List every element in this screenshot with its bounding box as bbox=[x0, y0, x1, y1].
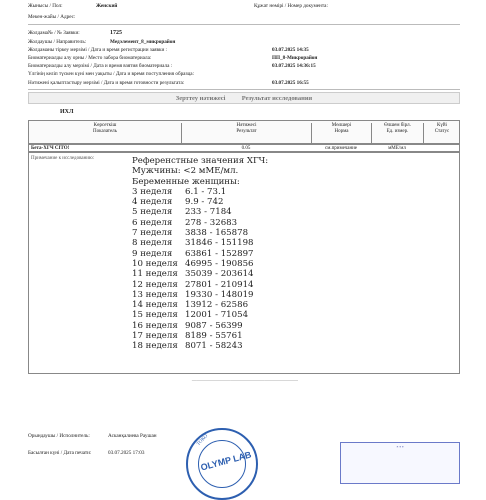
week-label: 12 неделя bbox=[132, 279, 178, 290]
received-label: Үлгінің келіп түскен күні мен уақыты / Дата и время поступления образца: bbox=[28, 71, 195, 77]
week-range: 12001 - 71054 bbox=[185, 310, 249, 321]
referrer-row bbox=[28, 39, 176, 45]
printed-label: Басылған күні / Дата печати: bbox=[28, 450, 92, 456]
week-label: 10 неделя bbox=[132, 258, 178, 269]
week-range: 9087 - 56399 bbox=[185, 320, 243, 331]
reference-week-row bbox=[132, 249, 268, 259]
reference-week-row bbox=[132, 341, 268, 351]
group-label: ИХЛ bbox=[60, 109, 74, 115]
reference-week-row bbox=[132, 207, 268, 217]
printed-value: 03.07.2025 17:03 bbox=[108, 450, 145, 456]
divider bbox=[28, 89, 460, 90]
ready-row bbox=[28, 80, 309, 86]
disclaimer-text: ─────────────────────────────────────────────── bbox=[191, 378, 299, 382]
place-row bbox=[28, 55, 318, 61]
section-title: Зерттеу нәтижесі Результат исследования bbox=[28, 92, 460, 104]
sex-label: Жынысы / Пол: bbox=[28, 3, 63, 9]
week-label: 18 неделя bbox=[132, 341, 178, 352]
address-label: Мекен-жайы / Адрес: bbox=[28, 14, 76, 20]
col-header-result: Нәтижесі Результат bbox=[181, 123, 311, 145]
col-header-name: Көрсеткіш Показатель bbox=[93, 123, 117, 134]
week-label: 5 неделя bbox=[132, 207, 173, 218]
reference-week-row bbox=[132, 321, 268, 331]
week-range: 8071 - 58243 bbox=[185, 341, 243, 352]
reference-pregnant: Беременные женщины: bbox=[132, 176, 240, 187]
week-label: 8 неделя bbox=[132, 238, 173, 249]
week-label: 4 неделя bbox=[132, 197, 173, 208]
doc-label: Құжат нөмірі / Номер документа: bbox=[254, 3, 328, 9]
stamp-text: OLYMP LAB bbox=[199, 449, 253, 473]
registered-label: Жолдаманы тіркеу мерзімі / Дата и время регистрации заявки : bbox=[28, 47, 167, 53]
reference-week-row bbox=[132, 238, 268, 248]
week-range: 278 - 32683 bbox=[185, 217, 238, 228]
week-range: 35039 - 203614 bbox=[185, 269, 254, 280]
place-label: Биоматериалды алу орны / Место забора биоматериала: bbox=[28, 55, 152, 61]
notice-line: * * * bbox=[396, 446, 404, 450]
reference-men: Мужчины: <2 мМЕ/мл. bbox=[132, 166, 239, 177]
week-label: 3 неделя bbox=[132, 186, 173, 197]
sex-value: Женский bbox=[96, 3, 118, 9]
reference-week-row bbox=[132, 331, 268, 341]
week-range: 63861 - 152897 bbox=[185, 248, 254, 259]
reference-block bbox=[132, 156, 268, 352]
reference-weeks-list bbox=[132, 187, 268, 352]
week-label: 14 неделя bbox=[132, 300, 178, 311]
week-label: 7 неделя bbox=[132, 228, 173, 239]
week-range: 13912 - 62586 bbox=[185, 300, 249, 311]
week-range: 8189 - 55761 bbox=[185, 331, 243, 342]
order-number-label: Жолдама№ / № Заявки: bbox=[28, 30, 80, 36]
reference-week-row bbox=[132, 197, 268, 207]
lab-stamp bbox=[186, 428, 258, 500]
reference-week-row bbox=[132, 290, 268, 300]
row-result: 0.05 bbox=[241, 146, 251, 151]
taken-value: 03.07.2025 14:36:15 bbox=[272, 63, 316, 69]
stamp-small-text: ТОКО bbox=[196, 433, 210, 448]
registered-row bbox=[28, 47, 309, 53]
performer-row bbox=[28, 433, 157, 439]
sex-row bbox=[28, 3, 118, 9]
week-range: 27801 - 210914 bbox=[185, 279, 254, 290]
results-table-header bbox=[28, 120, 460, 144]
table-row bbox=[28, 144, 460, 152]
week-label: 13 неделя bbox=[132, 289, 178, 300]
week-label: 15 неделя bbox=[132, 310, 178, 321]
reference-week-row bbox=[132, 218, 268, 228]
place-value: ПП_8-Микрорайон bbox=[272, 55, 318, 61]
week-label: 17 неделя bbox=[132, 331, 178, 342]
order-number-value: 1725 bbox=[110, 30, 122, 36]
received-row bbox=[28, 71, 194, 77]
ready-value: 03.07.2025 16:55 bbox=[272, 80, 309, 86]
week-label: 9 неделя bbox=[132, 248, 173, 259]
note-label: Примечание к исследованию: bbox=[31, 156, 95, 161]
week-range: 31846 - 151198 bbox=[185, 238, 254, 249]
week-range: 9.9 - 742 bbox=[185, 197, 224, 208]
reference-week-row bbox=[132, 280, 268, 290]
reference-week-row bbox=[132, 187, 268, 197]
order-number-row bbox=[28, 30, 122, 36]
reference-week-row bbox=[132, 228, 268, 238]
week-range: 6.1 - 73.1 bbox=[185, 186, 227, 197]
col-header-norm: Мөлшері Норма bbox=[311, 123, 371, 145]
week-range: 3838 - 165878 bbox=[185, 228, 249, 239]
week-label: 16 неделя bbox=[132, 320, 178, 331]
row-name: Бета-ХГЧ CITO! bbox=[31, 146, 70, 151]
reference-week-row bbox=[132, 269, 268, 279]
week-range: 19330 - 148019 bbox=[185, 289, 254, 300]
week-label: 6 неделя bbox=[132, 217, 173, 228]
ready-label: Нәтижені қалыптастыру мерзімі / Дата и время готовности результата: bbox=[28, 80, 185, 86]
reference-title: Референстные значения ХГЧ: bbox=[132, 156, 269, 166]
taken-label: Биоматериалды алу мерзімі / Дата и время взятия биоматериала : bbox=[28, 63, 173, 69]
row-unit: мМЕ/мл bbox=[388, 146, 406, 151]
performer-label: Орындаушы / Исполнитель: bbox=[28, 433, 90, 439]
reference-week-row bbox=[132, 259, 268, 269]
registered-value: 03.07.2025 14:35 bbox=[272, 47, 309, 53]
week-label: 11 неделя bbox=[132, 269, 178, 280]
week-range: 46995 - 190856 bbox=[185, 258, 254, 269]
row-norm: см.примечание bbox=[324, 146, 358, 151]
reference-week-row bbox=[132, 300, 268, 310]
lab-notice-box bbox=[340, 442, 460, 484]
taken-row bbox=[28, 63, 316, 69]
week-range: 233 - 7184 bbox=[185, 207, 232, 218]
reference-week-row bbox=[132, 310, 268, 320]
referrer-label: Жолдаушы / Направитель: bbox=[28, 39, 87, 45]
col-header-status: Күйі Статус bbox=[423, 123, 460, 145]
printed-row bbox=[28, 450, 145, 456]
performer-value: Асканқалиева Раушан bbox=[108, 433, 157, 439]
col-header-unit: Өлшем бірл. Ед. измер. bbox=[371, 123, 423, 145]
divider bbox=[28, 24, 460, 25]
referrer-value: Медэлемент_8_микрорайон bbox=[110, 39, 176, 45]
